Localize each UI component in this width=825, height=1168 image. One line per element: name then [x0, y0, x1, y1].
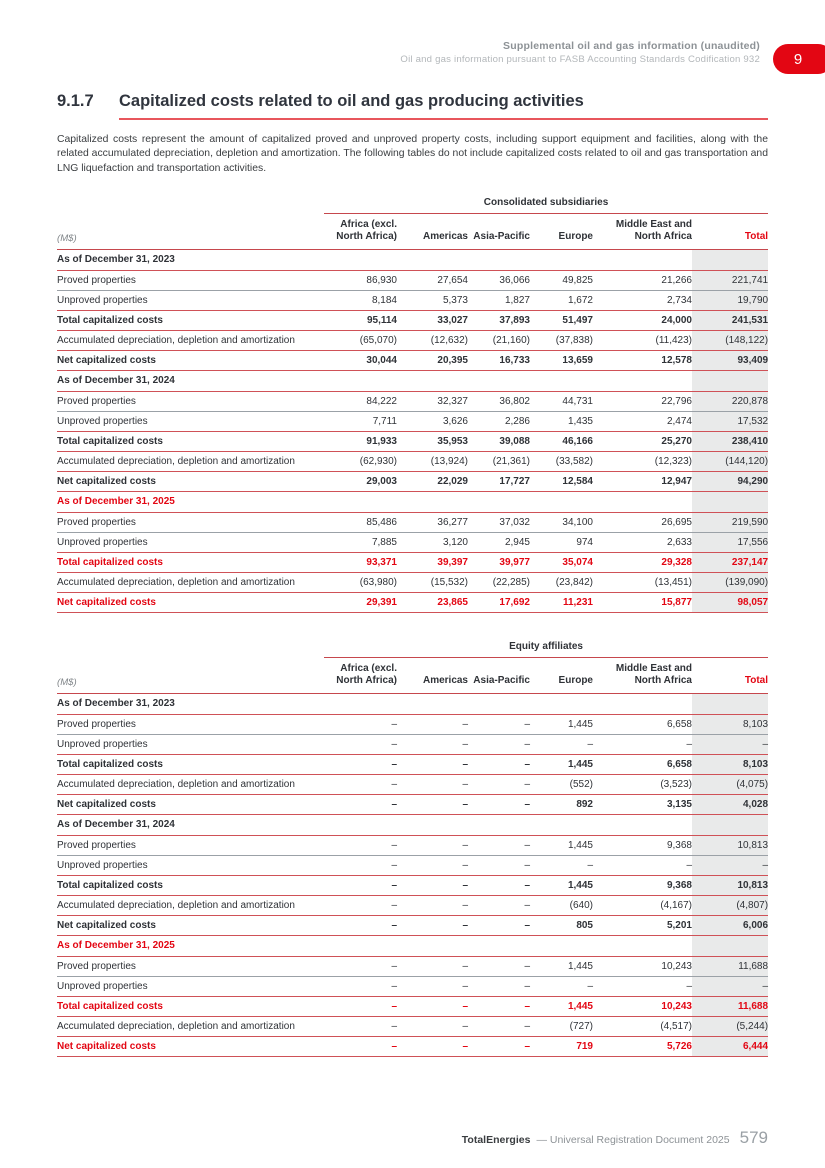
value-cell: – [462, 899, 468, 911]
section-heading [57, 92, 768, 120]
value-cell: 220,878 [692, 391, 768, 411]
column-header-row [57, 657, 768, 693]
row-label: Unproved properties [57, 294, 148, 306]
value-cell: – [391, 919, 397, 931]
total-column-spacer [692, 935, 768, 956]
value-cell: – [524, 778, 530, 790]
group-header-spacer [57, 195, 324, 214]
value-cell: – [391, 1000, 397, 1012]
value-cell: 3,135 [666, 798, 692, 810]
value-cell: – [524, 980, 530, 992]
value-cell: – [462, 778, 468, 790]
value-cell: 6,658 [666, 718, 692, 730]
value-cell: (21,361) [492, 455, 530, 467]
table-row [57, 956, 768, 976]
value-cell: – [524, 919, 530, 931]
value-cell: 17,692 [499, 596, 530, 608]
value-cell: – [524, 859, 530, 871]
row-label: Proved properties [57, 960, 136, 972]
value-cell: (22,285) [492, 576, 530, 588]
value-cell: (144,120) [692, 451, 768, 471]
value-cell: – [462, 1040, 468, 1052]
value-cell: (727) [569, 1020, 593, 1032]
section-header-row [57, 370, 768, 391]
value-cell: – [462, 980, 468, 992]
table-row [57, 350, 768, 370]
total-column-spacer [692, 693, 768, 714]
value-cell: – [686, 859, 692, 871]
value-cell: – [524, 738, 530, 750]
total-column-spacer [692, 814, 768, 835]
section-header: As of December 31, 2023 [57, 698, 175, 710]
value-cell: – [524, 758, 530, 770]
section-header-row [57, 491, 768, 512]
group-header-row [57, 639, 768, 658]
value-cell: 16,733 [499, 354, 530, 366]
section-header-row [57, 935, 768, 956]
value-cell: 11,688 [692, 956, 768, 976]
value-cell: 892 [576, 798, 593, 810]
value-cell: 8,103 [692, 714, 768, 734]
row-label: Proved properties [57, 274, 136, 286]
row-label: Net capitalized costs [57, 1040, 156, 1052]
value-cell: 22,796 [661, 395, 692, 407]
value-cell: 11,231 [562, 596, 593, 608]
value-cell: – [524, 899, 530, 911]
value-cell: 2,945 [504, 536, 530, 548]
value-cell: 15,877 [661, 596, 692, 608]
value-cell: 1,445 [567, 879, 593, 891]
value-cell: – [524, 798, 530, 810]
row-label: Proved properties [57, 395, 136, 407]
table-row [57, 411, 768, 431]
row-label: Total capitalized costs [57, 879, 163, 891]
table-row [57, 572, 768, 592]
value-cell: (12,323) [654, 455, 692, 467]
value-cell: 39,977 [499, 556, 530, 568]
value-cell: 6,658 [666, 758, 692, 770]
value-cell: (4,075) [692, 774, 768, 794]
column-header: Total [692, 657, 768, 693]
value-cell: 44,731 [562, 395, 593, 407]
value-cell: – [462, 718, 468, 730]
value-cell: 2,286 [504, 415, 530, 427]
value-cell: 35,074 [562, 556, 593, 568]
running-header-title: Supplemental oil and gas information (unaudited) [503, 40, 760, 52]
section-header-row [57, 814, 768, 835]
section-header: As of December 31, 2024 [57, 819, 175, 831]
value-cell: 1,445 [567, 960, 593, 972]
value-cell: (65,070) [359, 334, 397, 346]
row-label: Accumulated depreciation, depletion and amortization [57, 899, 295, 911]
footer-brand: TotalEnergies [461, 1134, 531, 1146]
table-row [57, 774, 768, 794]
value-cell: – [524, 718, 530, 730]
table-row [57, 270, 768, 290]
table-row [57, 1016, 768, 1036]
section-number: 9.1.7 [57, 92, 94, 110]
value-cell: 3,120 [442, 536, 468, 548]
table-row [57, 1036, 768, 1056]
value-cell: 39,088 [499, 435, 530, 447]
value-cell: (63,980) [359, 576, 397, 588]
total-column-spacer [692, 491, 768, 512]
row-label: Net capitalized costs [57, 596, 156, 608]
table-row [57, 451, 768, 471]
row-label: Total capitalized costs [57, 314, 163, 326]
value-cell: 6,006 [692, 915, 768, 935]
group-header-spacer [57, 639, 324, 658]
section-header-row [57, 249, 768, 270]
value-cell: 238,410 [692, 431, 768, 451]
column-header: Africa (excl. North Africa) [324, 657, 397, 693]
value-cell: 37,032 [499, 516, 530, 528]
row-label: Net capitalized costs [57, 798, 156, 810]
value-cell: (552) [569, 778, 593, 790]
column-header: Americas [397, 213, 468, 249]
column-header: Asia-Pacific [468, 213, 530, 249]
value-cell: 13,659 [562, 354, 593, 366]
value-cell: – [462, 798, 468, 810]
value-cell: – [391, 879, 397, 891]
value-cell: 10,243 [661, 1000, 692, 1012]
row-label: Total capitalized costs [57, 556, 163, 568]
value-cell: 12,584 [562, 475, 593, 487]
table-row [57, 754, 768, 774]
row-label: Total capitalized costs [57, 1000, 163, 1012]
value-cell: 237,147 [692, 552, 768, 572]
value-cell: 17,727 [499, 475, 530, 487]
value-cell: – [462, 738, 468, 750]
row-label: Unproved properties [57, 859, 148, 871]
section-header: As of December 31, 2025 [57, 940, 175, 952]
value-cell: 36,066 [499, 274, 530, 286]
value-cell: 37,893 [499, 314, 530, 326]
column-header: Middle East and North Africa [593, 213, 692, 249]
row-label: Accumulated depreciation, depletion and amortization [57, 778, 295, 790]
group-header: Consolidated subsidiaries [324, 195, 768, 214]
value-cell: 3,626 [442, 415, 468, 427]
value-cell: – [462, 758, 468, 770]
value-cell: 35,953 [437, 435, 468, 447]
page-footer [462, 1128, 768, 1148]
value-cell: – [391, 859, 397, 871]
row-label: Net capitalized costs [57, 919, 156, 931]
value-cell: 94,290 [692, 471, 768, 491]
table-row [57, 391, 768, 411]
value-cell: 8,184 [371, 294, 397, 306]
value-cell: 2,474 [666, 415, 692, 427]
group-header: Equity affiliates [324, 639, 768, 658]
table-row [57, 976, 768, 996]
table-row [57, 552, 768, 572]
value-cell: (11,423) [655, 334, 692, 346]
value-cell: – [686, 980, 692, 992]
value-cell: 33,027 [437, 314, 468, 326]
value-cell: – [391, 1020, 397, 1032]
value-cell: 98,057 [692, 592, 768, 612]
value-cell: – [391, 738, 397, 750]
value-cell: 9,368 [666, 879, 692, 891]
value-cell: 10,813 [692, 875, 768, 895]
table-row [57, 835, 768, 855]
value-cell: – [524, 1000, 530, 1012]
value-cell: – [391, 798, 397, 810]
value-cell: 86,930 [366, 274, 397, 286]
value-cell: 84,222 [366, 395, 397, 407]
value-cell: – [462, 839, 468, 851]
value-cell: (148,122) [692, 330, 768, 350]
value-cell: – [391, 718, 397, 730]
value-cell: 27,654 [437, 274, 468, 286]
value-cell: – [692, 976, 768, 996]
table-row [57, 532, 768, 552]
value-cell: 6,444 [692, 1036, 768, 1056]
value-cell: – [462, 919, 468, 931]
value-cell: 25,270 [661, 435, 692, 447]
row-label: Proved properties [57, 516, 136, 528]
column-header: Europe [530, 213, 593, 249]
total-column-spacer [692, 370, 768, 391]
value-cell: 29,003 [366, 475, 397, 487]
row-label: Total capitalized costs [57, 758, 163, 770]
value-cell: 1,445 [567, 839, 593, 851]
row-label: Unproved properties [57, 415, 148, 427]
table-row [57, 512, 768, 532]
value-cell: – [524, 1020, 530, 1032]
value-cell: 24,000 [661, 314, 692, 326]
value-cell: 11,688 [692, 996, 768, 1016]
value-cell: 21,266 [661, 274, 692, 286]
value-cell: 22,029 [437, 475, 468, 487]
row-label: Accumulated depreciation, depletion and amortization [57, 1020, 295, 1032]
row-label: Unproved properties [57, 980, 148, 992]
value-cell: 20,395 [437, 354, 468, 366]
column-header: Total [692, 213, 768, 249]
value-cell: 241,531 [692, 310, 768, 330]
capitalized-costs-table-equity [57, 639, 768, 1057]
value-cell: 12,578 [661, 354, 692, 366]
value-cell: – [524, 879, 530, 891]
column-header: Africa (excl. North Africa) [324, 213, 397, 249]
capitalized-costs-table-consolidated [57, 195, 768, 613]
value-cell: 17,556 [692, 532, 768, 552]
value-cell: – [587, 859, 593, 871]
value-cell: 1,445 [567, 758, 593, 770]
chapter-number-badge: 9 [773, 44, 825, 74]
table-row [57, 471, 768, 491]
row-label: Net capitalized costs [57, 475, 156, 487]
value-cell: 8,103 [692, 754, 768, 774]
value-cell: (4,167) [660, 899, 692, 911]
section-header: As of December 31, 2024 [57, 375, 175, 387]
column-header: Americas [397, 657, 468, 693]
value-cell: – [391, 758, 397, 770]
section-header-row [57, 693, 768, 714]
row-label: Total capitalized costs [57, 435, 163, 447]
table-row [57, 431, 768, 451]
value-cell: – [391, 899, 397, 911]
value-cell: – [462, 1020, 468, 1032]
running-header-subtitle: Oil and gas information pursuant to FASB Accounting Standards Codification 932 [400, 54, 760, 65]
value-cell: (139,090) [692, 572, 768, 592]
table-row [57, 915, 768, 935]
value-cell: 719 [576, 1040, 593, 1052]
table-row [57, 330, 768, 350]
table-row [57, 592, 768, 612]
value-cell: – [686, 738, 692, 750]
value-cell: 32,327 [437, 395, 468, 407]
column-header: Europe [530, 657, 593, 693]
table-row [57, 996, 768, 1016]
value-cell: 51,497 [562, 314, 593, 326]
value-cell: 974 [576, 536, 593, 548]
table-row [57, 855, 768, 875]
value-cell: 1,445 [567, 718, 593, 730]
value-cell: 85,486 [366, 516, 397, 528]
value-cell: 12,947 [661, 475, 692, 487]
value-cell: – [524, 839, 530, 851]
unit-label: (M$) [57, 657, 324, 693]
value-cell: 93,371 [366, 556, 397, 568]
value-cell: 5,373 [442, 294, 468, 306]
value-cell: 1,445 [567, 1000, 593, 1012]
value-cell: – [462, 960, 468, 972]
value-cell: 7,711 [372, 415, 397, 427]
value-cell: – [587, 980, 593, 992]
value-cell: – [692, 734, 768, 754]
row-label: Net capitalized costs [57, 354, 156, 366]
value-cell: – [391, 980, 397, 992]
value-cell: 19,790 [692, 290, 768, 310]
value-cell: 1,827 [504, 294, 530, 306]
value-cell: (23,842) [555, 576, 593, 588]
value-cell: – [692, 855, 768, 875]
value-cell: 23,865 [437, 596, 468, 608]
row-label: Accumulated depreciation, depletion and amortization [57, 334, 295, 346]
table-row [57, 290, 768, 310]
value-cell: 805 [576, 919, 593, 931]
value-cell: 2,734 [666, 294, 692, 306]
row-label: Accumulated depreciation, depletion and amortization [57, 576, 295, 588]
value-cell: 91,933 [366, 435, 397, 447]
section-title: Capitalized costs related to oil and gas producing activities [119, 92, 768, 120]
value-cell: 1,672 [567, 294, 593, 306]
value-cell: – [391, 1040, 397, 1052]
value-cell: – [524, 960, 530, 972]
value-cell: 10,243 [661, 960, 692, 972]
value-cell: – [391, 778, 397, 790]
value-cell: 26,695 [661, 516, 692, 528]
value-cell: (37,838) [555, 334, 593, 346]
value-cell: – [587, 738, 593, 750]
value-cell: 34,100 [562, 516, 593, 528]
section-header: As of December 31, 2023 [57, 254, 175, 266]
value-cell: 46,166 [562, 435, 593, 447]
row-label: Unproved properties [57, 536, 148, 548]
value-cell: (12,632) [430, 334, 468, 346]
value-cell: 9,368 [666, 839, 692, 851]
value-cell: 30,044 [366, 354, 397, 366]
value-cell: – [462, 1000, 468, 1012]
value-cell: 5,726 [666, 1040, 692, 1052]
equity-affiliates-table [57, 639, 768, 1057]
value-cell: 17,532 [692, 411, 768, 431]
value-cell: – [391, 960, 397, 972]
column-header: Middle East and North Africa [593, 657, 692, 693]
unit-label: (M$) [57, 213, 324, 249]
value-cell: (62,930) [359, 455, 397, 467]
running-header [57, 0, 760, 65]
value-cell: 36,277 [437, 516, 468, 528]
value-cell: 221,741 [692, 270, 768, 290]
value-cell: 93,409 [692, 350, 768, 370]
consolidated-subsidiaries-table [57, 195, 768, 613]
table-row [57, 895, 768, 915]
table-row [57, 875, 768, 895]
value-cell: (4,807) [692, 895, 768, 915]
row-label: Proved properties [57, 839, 136, 851]
value-cell: 49,825 [562, 274, 593, 286]
value-cell: (3,523) [660, 778, 692, 790]
value-cell: (640) [569, 899, 593, 911]
column-header-row [57, 213, 768, 249]
value-cell: 29,328 [661, 556, 692, 568]
value-cell: – [524, 1040, 530, 1052]
section-header: As of December 31, 2025 [57, 496, 175, 508]
value-cell: – [462, 879, 468, 891]
value-cell: (13,451) [654, 576, 692, 588]
value-cell: 1,435 [567, 415, 593, 427]
row-label: Unproved properties [57, 738, 148, 750]
value-cell: 95,114 [366, 314, 397, 326]
value-cell: (15,532) [430, 576, 468, 588]
value-cell: 7,885 [371, 536, 397, 548]
column-header: Asia-Pacific [468, 657, 530, 693]
footer-page-number: 579 [739, 1128, 768, 1147]
value-cell: 2,633 [666, 536, 692, 548]
table-row [57, 794, 768, 814]
row-label: Accumulated depreciation, depletion and amortization [57, 455, 295, 467]
table-row [57, 714, 768, 734]
value-cell: 219,590 [692, 512, 768, 532]
value-cell: – [462, 859, 468, 871]
table-row [57, 310, 768, 330]
value-cell: (4,517) [660, 1020, 692, 1032]
value-cell: (5,244) [692, 1016, 768, 1036]
value-cell: 39,397 [437, 556, 468, 568]
value-cell: – [391, 839, 397, 851]
intro-paragraph: Capitalized costs represent the amount of capitalized proved and unproved property costs, including support equipment and facilities, along with the related accumulated depreciation, depletion and amortization. The following tables do not include capitalized costs related to oil and gas transportation and LNG liquefaction and transportation activities. [57, 134, 768, 174]
group-header-row [57, 195, 768, 214]
value-cell: 29,391 [366, 596, 397, 608]
value-cell: (33,582) [555, 455, 593, 467]
row-label: Proved properties [57, 718, 136, 730]
footer-document-title: — Universal Registration Document 2025 [536, 1134, 730, 1146]
value-cell: 36,802 [499, 395, 530, 407]
table-row [57, 734, 768, 754]
value-cell: (13,924) [430, 455, 468, 467]
value-cell: 4,028 [692, 794, 768, 814]
value-cell: (21,160) [492, 334, 530, 346]
total-column-spacer [692, 249, 768, 270]
value-cell: 5,201 [666, 919, 692, 931]
value-cell: 10,813 [692, 835, 768, 855]
